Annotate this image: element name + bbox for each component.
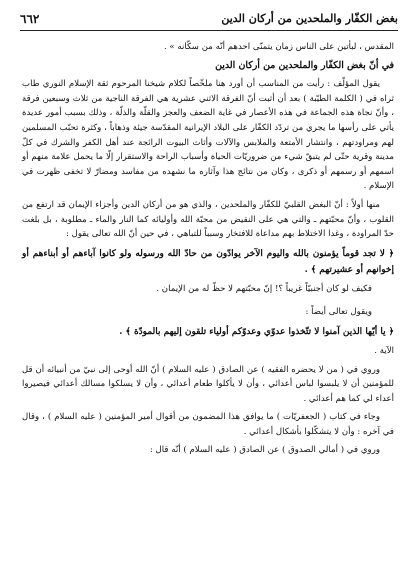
paragraph-says-also: ويقول تعالى أيضاً : <box>305 307 372 318</box>
running-title: بغض الكفّار والملحدين من أركان الدين <box>221 12 398 25</box>
quran-verse-2: ﴿ يا أيّها الذين آمنوا لا تتّخذوا عدوّي وعدوّكم أولياء تلقون إليهم بالمودّة ﴾ . <box>119 326 394 337</box>
paragraph-first: منها أولاً : أنّ البغض القلبيّ للكفّار والملحدين ، والذي هو من أركان الدين وأجزاء الإيمان قد ارتفع من القلوب ، وأنّ محبّتهم ـ والتي هي على النقيض من محبّة الله وأوليائه كما النار والماء ـ مطلوبة ، بل بلغت حدّ المراودة ، وغدا الاختلاط بهم مداعاة للافتخار وسبباً للتباهي ، في حين أنّ الله تعالى يقول : <box>22 199 394 240</box>
paragraph-narrated-2: وروي في ( أمالي الصدوق ) عن الصادق ( عليه السلام ) أنّه قال : <box>149 445 380 456</box>
page-number: ٦٦٢ <box>20 12 40 26</box>
paragraph-narrated-1: وروي في ( من لا يحضره الفقيه ) عن الصادق ( عليه السلام ) أنّ الله أوحى إلى نبيّ من أنبيائه أن قل للمؤمنين أن لا يلبسوا لباس أعدائي ، وأن لا يأكلوا طعام أعدائي ، وأن لا يسلكوا مسالك أعدائي فيصيروا أعداء لي كما هم أعدائي . <box>22 364 394 404</box>
quran-verse-1: ﴿ لا تجد قوماً يؤمنون بالله واليوم الآخر يوادّون من حادّ الله ورسوله ولو كانوا آباءهم أو أبناءهم أو إخوانهم أو عشيرتهم ﴾ . <box>22 248 394 275</box>
paragraph-how: فكيف لو كان أجنبيّاً غريباً ؟! إنّ محبّتهم لا حظّ له من الإيمان . <box>156 283 372 294</box>
section-heading: في أنّ بغض الكفّار والملحدين من أركان الدين <box>215 59 394 71</box>
paragraph-intro: المقدس ، لبأتين على الناس زمان يتمنّى احدهم أنّه من سكّانه » . <box>163 42 394 52</box>
paragraph-author: يقول المؤلّف : رأيت من المناسب أن أورد هنا ملخّصاً لكلام شيخنا المرحوم ثقة الإسلام النوري طاب ثراه في ( الكلمة الطيّبة ) بعد أن أثبت أنّ الفرقة الاثني عشرية هي الفرقة الناجية من ثلاث وسبعين فرقة ، وأنّ نجاة هذه الجماعة في هذه الأعصار في غاية الضعف والعجز والقلّة والذلّة ، وذلك بسبب أمور عديدة يأتي على رأسها ما يجري من تردّد الكفّار على البلاد الإيرانية المقدّسة جيئة وذهاباً ، وكثرة تحبّب المسلمين لهم ومراودتهم ، وانتشار الأمتعة والملابس والآلات وأثاث البيوت الرائجة عند أهل الكفر والشرك في كلّ مدينة وقرية حتّى لم يتبقّ شيء من ضروريّات الحياة وأسباب الراحة والاستقرار إلّا ما يحمل علامة منهم أو اسمهم أو رسمهم أو ذكرى ، وكان من نتائج هذا وآثاره ما نشهده من مفاسد ومضارّ لا تخفى ظهرت في الإسلام . <box>22 79 394 192</box>
paragraph-jafariyyat: وجاء في كتاب ( الجعفريّات ) ما يوافق هذا المضمون من أقوال أمير المؤمنين ( عليه السلام ) ، وقال في آخره : وأن لا يتشكّلوا بأشكال أعدائي . <box>22 412 394 437</box>
page-header <box>20 10 398 31</box>
paragraph-verse: الآية . <box>374 345 394 356</box>
page-body <box>22 40 394 462</box>
